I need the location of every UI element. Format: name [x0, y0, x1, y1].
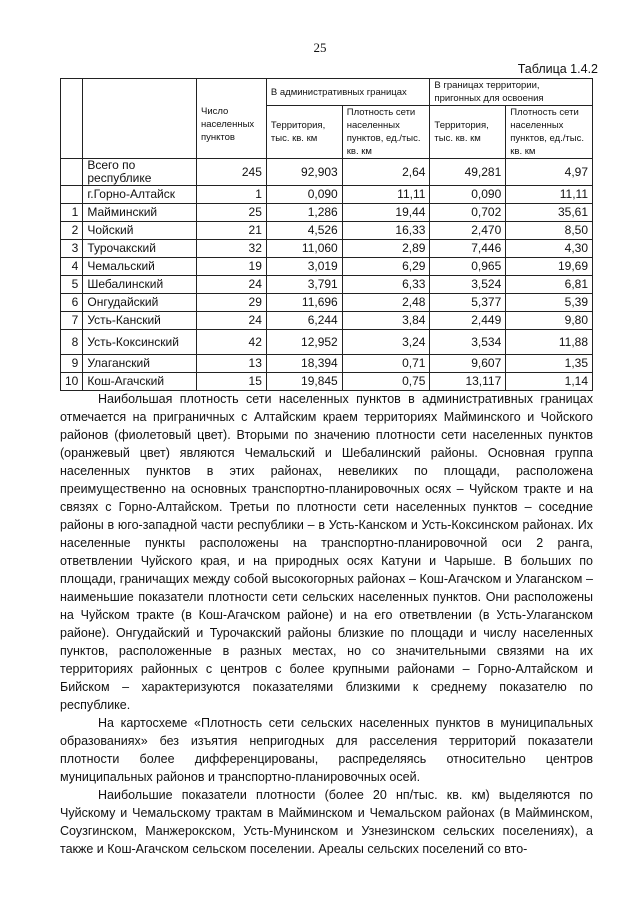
- cell-admin-area: 19,845: [266, 373, 342, 391]
- cell-count: 19: [197, 258, 267, 276]
- page-number: 25: [313, 40, 327, 55]
- cell-name: Онгудайский: [83, 294, 197, 312]
- paragraph-3: Наибольшие показатели плотности (более 20 нп/тыс. кв. км) выделяются по Чуйскому и Чемальскому трактам в Майминском и Чемальском районах (в Майминском, Соузгинском, Манжерокском, Усть-Мунинском и Узнезинском сельских поселениях), а также и Кош-Агачском сельском поселении. Ареалы сельских поселений со вто-: [60, 788, 593, 856]
- cell-idx: 1: [61, 204, 83, 222]
- cell-dev-area: 5,377: [430, 294, 506, 312]
- cell-dev-area: 0,090: [430, 186, 506, 204]
- cell-idx: 2: [61, 222, 83, 240]
- cell-idx: [61, 186, 83, 204]
- header-count: Число населенных пунктов: [197, 79, 267, 159]
- cell-name: Турочакский: [83, 240, 197, 258]
- cell-idx: 5: [61, 276, 83, 294]
- cell-name: Чемальский: [83, 258, 197, 276]
- cell-admin-density: 6,33: [342, 276, 430, 294]
- cell-count: 25: [197, 204, 267, 222]
- cell-dev-area: 3,534: [430, 330, 506, 355]
- cell-name: Улаганский: [83, 355, 197, 373]
- header-admin-group: В административных границах: [266, 79, 430, 106]
- table-row: [61, 312, 593, 330]
- header-name: [83, 79, 197, 159]
- cell-admin-density: 0,75: [342, 373, 430, 391]
- cell-dev-density: 35,61: [506, 204, 593, 222]
- cell-idx: 8: [61, 330, 83, 355]
- cell-dev-area: 2,470: [430, 222, 506, 240]
- table-row: [61, 240, 593, 258]
- cell-dev-density: 1,35: [506, 355, 593, 373]
- cell-count: 13: [197, 355, 267, 373]
- header-admin-density: Плотность сети населенных пунктов, ед./тыс. кв. км: [342, 106, 430, 159]
- cell-dev-density: 4,30: [506, 240, 593, 258]
- table-row: [61, 204, 593, 222]
- cell-dev-density: 8,50: [506, 222, 593, 240]
- cell-admin-area: 11,060: [266, 240, 342, 258]
- cell-admin-area: 3,019: [266, 258, 342, 276]
- cell-name: Усть-Коксинский: [83, 330, 197, 355]
- cell-dev-area: 0,702: [430, 204, 506, 222]
- cell-dev-density: 4,97: [506, 159, 593, 186]
- cell-admin-area: 11,696: [266, 294, 342, 312]
- cell-admin-density: 0,71: [342, 355, 430, 373]
- table-row: [61, 276, 593, 294]
- cell-name: Чойский: [83, 222, 197, 240]
- header-admin-area: Территория, тыс. кв. км: [266, 106, 342, 159]
- cell-dev-density: 1,14: [506, 373, 593, 391]
- cell-name: г.Горно-Алтайск: [83, 186, 197, 204]
- cell-admin-area: 92,903: [266, 159, 342, 186]
- cell-admin-area: 4,526: [266, 222, 342, 240]
- cell-dev-area: 3,524: [430, 276, 506, 294]
- body-text: [60, 390, 593, 858]
- cell-idx: 9: [61, 355, 83, 373]
- cell-admin-density: 6,29: [342, 258, 430, 276]
- cell-dev-density: 11,11: [506, 186, 593, 204]
- cell-dev-area: 9,607: [430, 355, 506, 373]
- cell-dev-density: 19,69: [506, 258, 593, 276]
- cell-admin-area: 1,286: [266, 204, 342, 222]
- cell-idx: 10: [61, 373, 83, 391]
- cell-count: 1: [197, 186, 267, 204]
- cell-name: Всего по республике: [83, 159, 197, 186]
- table-caption: Таблица 1.4.2: [517, 62, 598, 76]
- cell-admin-area: 6,244: [266, 312, 342, 330]
- cell-count: 21: [197, 222, 267, 240]
- cell-dev-density: 9,80: [506, 312, 593, 330]
- table-row: [61, 159, 593, 186]
- cell-admin-density: 2,48: [342, 294, 430, 312]
- header-index: [61, 79, 83, 159]
- table-row: [61, 258, 593, 276]
- cell-admin-density: 16,33: [342, 222, 430, 240]
- cell-name: Усть-Канский: [83, 312, 197, 330]
- cell-name: Кош-Агачский: [83, 373, 197, 391]
- cell-admin-density: 3,24: [342, 330, 430, 355]
- cell-dev-density: 6,81: [506, 276, 593, 294]
- cell-name: Майминский: [83, 204, 197, 222]
- cell-admin-density: 2,89: [342, 240, 430, 258]
- cell-idx: 6: [61, 294, 83, 312]
- table-row: [61, 186, 593, 204]
- cell-admin-area: 0,090: [266, 186, 342, 204]
- cell-admin-density: 19,44: [342, 204, 430, 222]
- paragraph-1: Наибольшая плотность сети населенных пунктов в административных границах отмечается на приграничных с Алтайским краем территориях Майминского и Чойского районов (фиолетовый цвет). Вторыми по значению плотности сети населенных пунктов (оранжевый цвет) являются Чемальский и Шебалинский районы. Основная группа населенных пунктов в этих районах, невеликих по площади, расположена преимущественно на основных транспортно-планировочных осях – Чуйском тракте и на связях с Горно-Алтайском. Третьи по плотности сети населенных пунктов – соседние районы в юго-западной части республики – в Усть-Канском и Усть-Коксинском районах. Их населенные пункты расположены на транспортно-планировочной оси 2 ранга, ответвлении Чуйского края, и на природных осях Катуни и Чарыше. В больших по площади, граничащих между собой высокогорных районах – Кош-Агачском и Улаганском – наименьшие показатели плотности сети сельских населенных пунктов. Они расположены на Чуйском тракте (в Кош-Агачском районе) и на его ответвлении (в Усть-Улаганском районе). Онгудайский и Турочакский районы близкие по площади и числу населенных пунктов, расположенные в разных местах, но со значительными связями на их территориях районных с центров с более крупными районами – Горно-Алтайском и Бийском – характеризуются показателями близкими к среднему показателю по республике.: [60, 392, 593, 712]
- paragraph-2: На картосхеме «Плотность сети сельских населенных пунктов в муниципальных образованиях» без изъятия непригодных для расселения территорий показатели плотности более дифференцированы, распределяясь относительно центров муниципальных районов и транспортно-планировочных осей.: [60, 716, 593, 784]
- cell-dev-area: 13,117: [430, 373, 506, 391]
- cell-admin-area: 12,952: [266, 330, 342, 355]
- cell-dev-area: 2,449: [430, 312, 506, 330]
- table-row: [61, 294, 593, 312]
- cell-idx: [61, 159, 83, 186]
- header-dev-area: Территория, тыс. кв. км: [430, 106, 506, 159]
- cell-admin-density: 3,84: [342, 312, 430, 330]
- cell-dev-area: 49,281: [430, 159, 506, 186]
- table-row: [61, 355, 593, 373]
- cell-count: 24: [197, 312, 267, 330]
- cell-count: 15: [197, 373, 267, 391]
- table-body: [61, 159, 593, 391]
- cell-dev-density: 5,39: [506, 294, 593, 312]
- density-table: [60, 78, 593, 391]
- header-dev-group: В границах территории, пригонных для освоения: [430, 79, 593, 106]
- table-row: [61, 330, 593, 355]
- table-row: [61, 373, 593, 391]
- cell-admin-density: 11,11: [342, 186, 430, 204]
- cell-admin-density: 2,64: [342, 159, 430, 186]
- cell-admin-area: 18,394: [266, 355, 342, 373]
- cell-dev-area: 0,965: [430, 258, 506, 276]
- cell-count: 32: [197, 240, 267, 258]
- cell-name: Шебалинский: [83, 276, 197, 294]
- cell-idx: 7: [61, 312, 83, 330]
- table-row: [61, 222, 593, 240]
- cell-admin-area: 3,791: [266, 276, 342, 294]
- cell-count: 245: [197, 159, 267, 186]
- cell-idx: 4: [61, 258, 83, 276]
- header-dev-density: Плотность сети населенных пунктов, ед./тыс. кв. км: [506, 106, 593, 159]
- cell-idx: 3: [61, 240, 83, 258]
- cell-dev-density: 11,88: [506, 330, 593, 355]
- cell-dev-area: 7,446: [430, 240, 506, 258]
- cell-count: 42: [197, 330, 267, 355]
- cell-count: 29: [197, 294, 267, 312]
- cell-count: 24: [197, 276, 267, 294]
